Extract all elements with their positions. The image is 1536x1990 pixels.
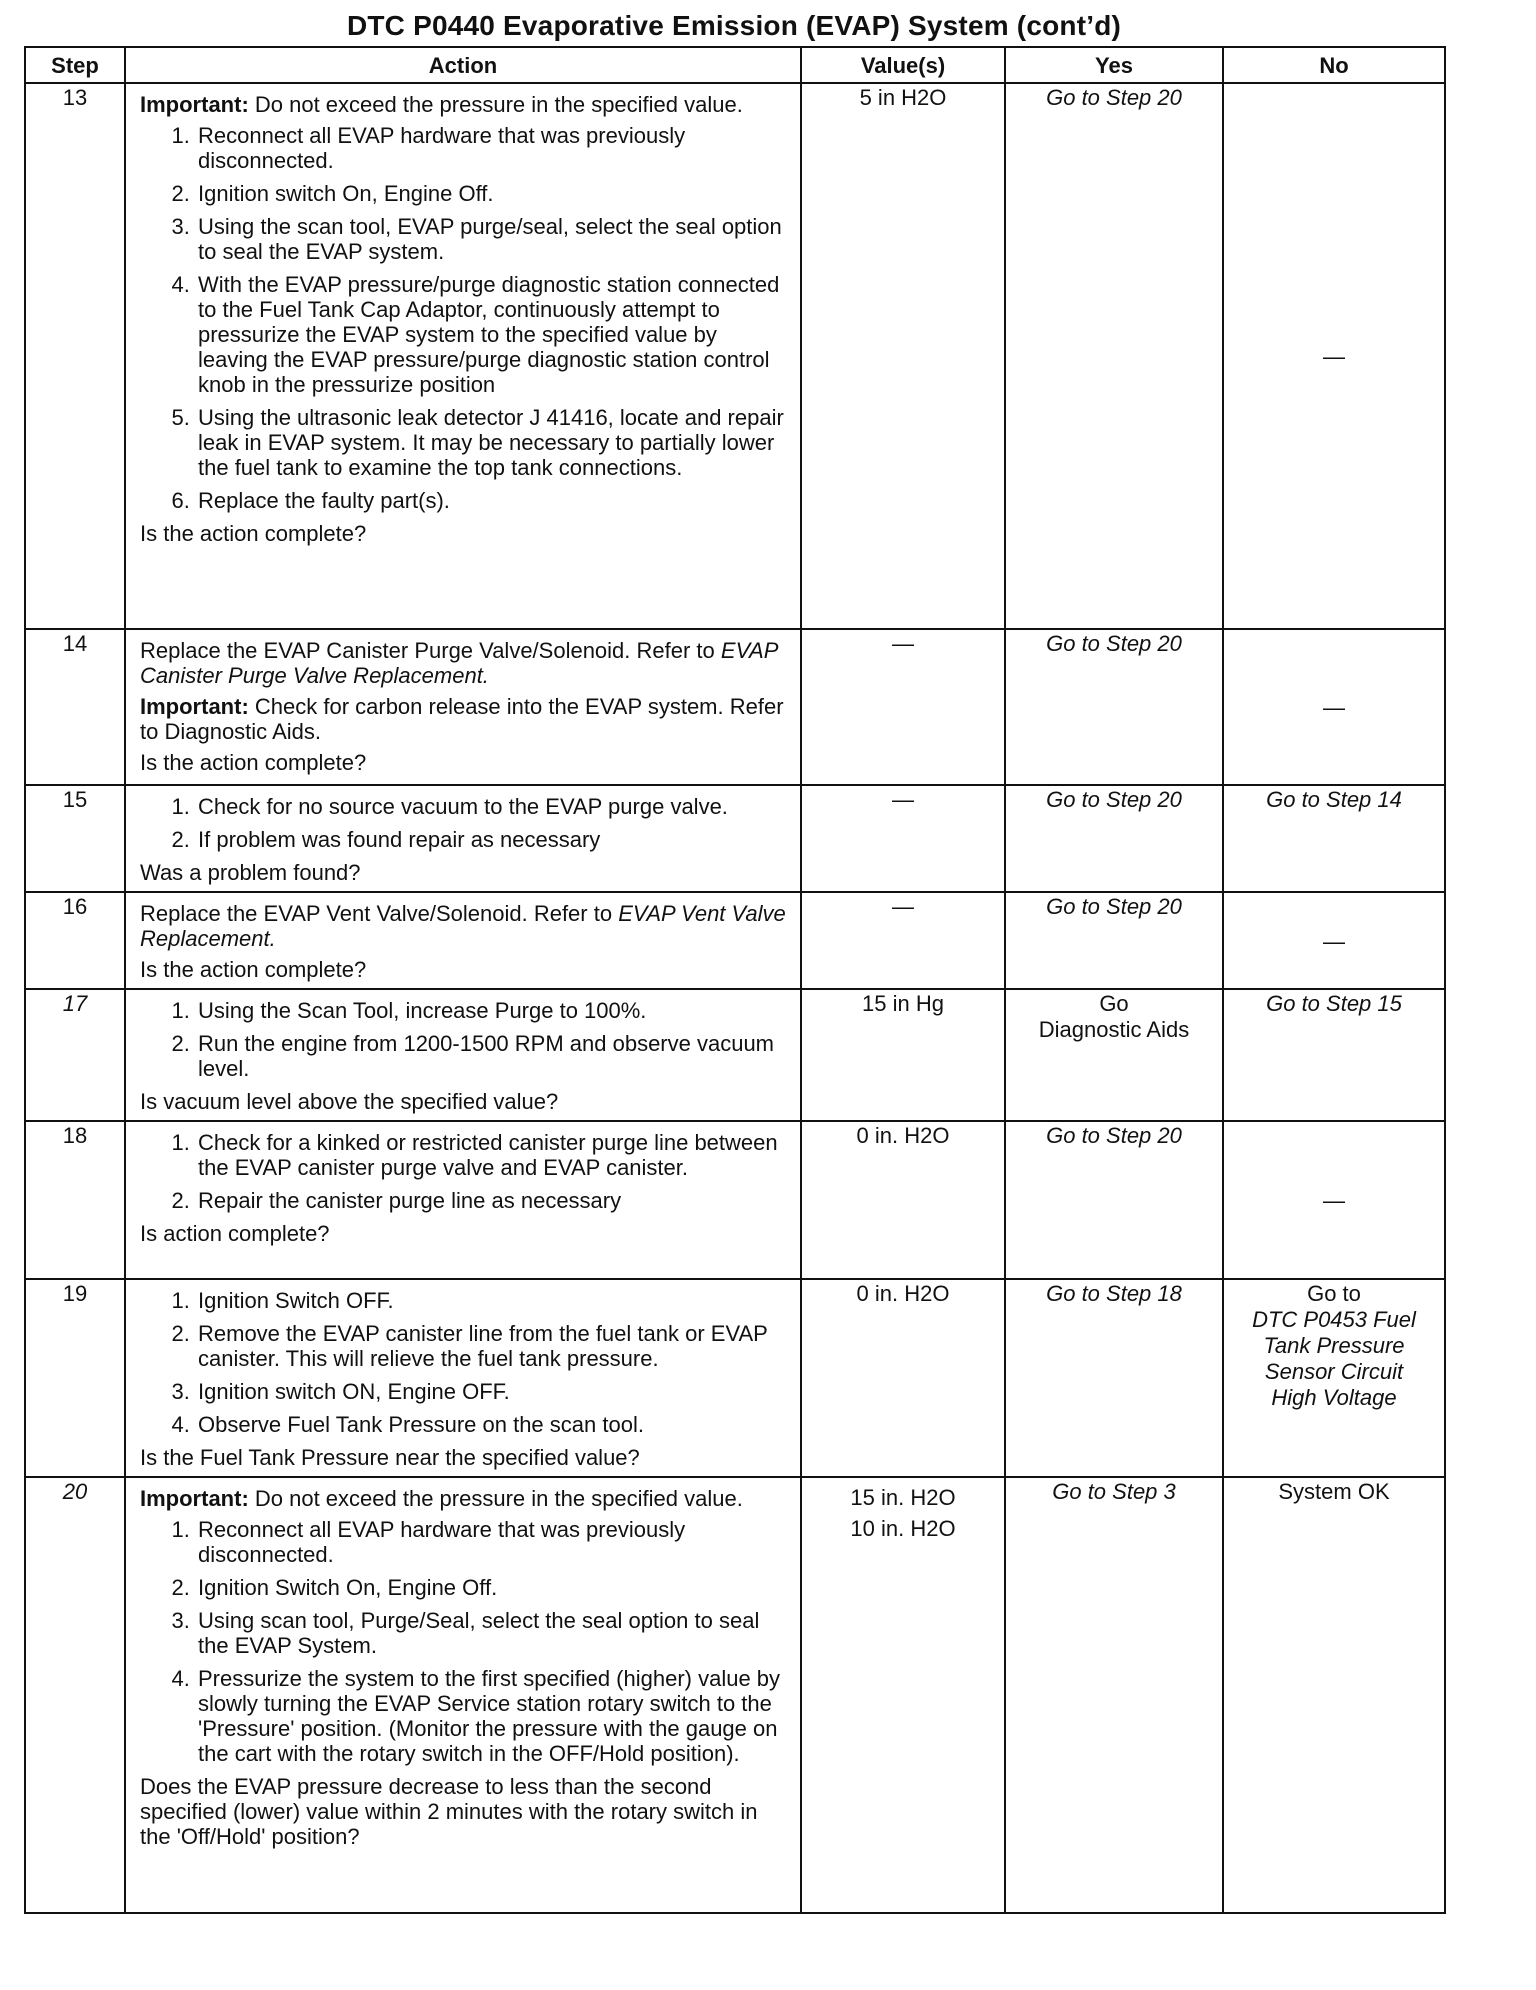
no-cell: Go to Step 14 bbox=[1223, 785, 1445, 892]
action-cell bbox=[125, 629, 801, 785]
list-item: 1. Reconnect all EVAP hardware that was previously disconnected. bbox=[196, 123, 790, 173]
list-item: 3. Ignition switch ON, Engine OFF. bbox=[196, 1379, 790, 1404]
important-note bbox=[140, 1486, 790, 1511]
yes-cell: Go to Step 20 bbox=[1005, 785, 1223, 892]
action-steps bbox=[140, 794, 790, 852]
action-cell bbox=[125, 892, 801, 989]
no-cell: — bbox=[1223, 1121, 1445, 1279]
important-text: Do not exceed the pressure in the specified value. bbox=[248, 1486, 743, 1511]
action-question: Does the EVAP pressure decrease to less than the second specified (lower) value within 2 minutes with the rotary switch in the 'Off/Hold' position? bbox=[140, 1774, 758, 1849]
important-label: Important: bbox=[140, 92, 249, 117]
important-text: Check for carbon release into the EVAP system. Refer to Diagnostic Aids. bbox=[140, 694, 784, 744]
list-item: 1. Check for no source vacuum to the EVAP purge valve. bbox=[196, 794, 790, 819]
action-question: Is action complete? bbox=[140, 1221, 330, 1246]
value-higher: 15 in. H2O bbox=[850, 1485, 956, 1510]
important-note bbox=[140, 92, 790, 117]
list-item: 2. Ignition Switch On, Engine Off. bbox=[196, 1575, 790, 1600]
table-row-step-18 bbox=[25, 1121, 1445, 1279]
step-number: 13 bbox=[25, 83, 125, 629]
action-steps bbox=[140, 1130, 790, 1213]
table-row-step-20 bbox=[25, 1477, 1445, 1913]
important-label: Important: bbox=[140, 694, 249, 719]
value-cell: 15 in Hg bbox=[801, 989, 1005, 1121]
important-note bbox=[140, 694, 790, 744]
list-item: 5. Using the ultrasonic leak detector J 41416, locate and repair leak in EVAP system. It may be necessary to partially lower the fuel tank to examine the top tank connections. bbox=[196, 405, 790, 480]
action-cell bbox=[125, 1121, 801, 1279]
action-steps bbox=[140, 123, 790, 513]
list-item: 1. Ignition Switch OFF. bbox=[196, 1288, 790, 1313]
value-cell: 5 in H2O bbox=[801, 83, 1005, 629]
action-cell bbox=[125, 1477, 801, 1913]
action-text bbox=[140, 901, 790, 951]
important-label: Important: bbox=[140, 1486, 249, 1511]
list-item: 3. Using the scan tool, EVAP purge/seal, select the seal option to seal the EVAP system. bbox=[196, 214, 790, 264]
step-number: 18 bbox=[25, 1121, 125, 1279]
list-item: 3. Using scan tool, Purge/Seal, select the seal option to seal the EVAP System. bbox=[196, 1608, 790, 1658]
value-cell: — bbox=[801, 785, 1005, 892]
step-number: 20 bbox=[25, 1477, 125, 1913]
value-cell bbox=[801, 1477, 1005, 1913]
action-cell bbox=[125, 785, 801, 892]
action-question: Is the action complete? bbox=[140, 521, 367, 546]
list-item: 4. With the EVAP pressure/purge diagnostic station connected to the Fuel Tank Cap Adaptor, continuously attempt to pressurize the EVAP system to the specified value by leaving the EVAP pressure/purge diagnostic station control knob in the pressurize position bbox=[196, 272, 790, 397]
value-lower: 10 in. H2O bbox=[850, 1516, 956, 1541]
action-text-main: Replace the EVAP Canister Purge Valve/Solenoid. Refer to bbox=[140, 638, 721, 663]
list-item: 1. Using the Scan Tool, increase Purge to 100%. bbox=[196, 998, 790, 1023]
table-row-step-19 bbox=[25, 1279, 1445, 1477]
no-line: Tank Pressure bbox=[1263, 1333, 1405, 1358]
step-number: 16 bbox=[25, 892, 125, 989]
action-question: Was a problem found? bbox=[140, 860, 361, 885]
action-text bbox=[140, 638, 790, 688]
no-line: Sensor Circuit bbox=[1264, 1359, 1404, 1384]
list-item: 1. Reconnect all EVAP hardware that was previously disconnected. bbox=[196, 1517, 790, 1567]
list-item: 6. Replace the faulty part(s). bbox=[196, 488, 790, 513]
table-row-step-13 bbox=[25, 83, 1445, 629]
no-line: High Voltage bbox=[1271, 1385, 1397, 1410]
action-steps bbox=[140, 1288, 790, 1437]
no-cell: Go to Step 15 bbox=[1223, 989, 1445, 1121]
table-row-step-17 bbox=[25, 989, 1445, 1121]
column-header-no: No bbox=[1223, 47, 1445, 83]
step-number: 19 bbox=[25, 1279, 125, 1477]
column-header-action: Action bbox=[125, 47, 801, 83]
list-item: 2. Repair the canister purge line as necessary bbox=[196, 1188, 790, 1213]
list-item: 2. Ignition switch On, Engine Off. bbox=[196, 181, 790, 206]
yes-line: Diagnostic Aids bbox=[1038, 1017, 1190, 1042]
list-item: 4. Pressurize the system to the first specified (higher) value by slowly turning the EVAP Service station rotary switch to the 'Pressure' position. (Monitor the pressure with the gauge on the cart with the rotary switch in the OFF/Hold position). bbox=[196, 1666, 790, 1766]
yes-cell: Go to Step 20 bbox=[1005, 83, 1223, 629]
action-cell bbox=[125, 1279, 801, 1477]
no-line: DTC P0453 Fuel bbox=[1252, 1307, 1416, 1332]
value-cell: 0 in. H2O bbox=[801, 1121, 1005, 1279]
action-question: Is the Fuel Tank Pressure near the specified value? bbox=[140, 1445, 640, 1470]
diagnostic-table bbox=[24, 46, 1446, 1914]
procedure-reference: EVAP Canister Purge Valve Replacement. bbox=[140, 638, 778, 688]
action-question: Is the action complete? bbox=[140, 750, 367, 775]
value-cell: 0 in. H2O bbox=[801, 1279, 1005, 1477]
table-row-step-14 bbox=[25, 629, 1445, 785]
value-cell: — bbox=[801, 892, 1005, 989]
list-item: 2. Remove the EVAP canister line from the fuel tank or EVAP canister. This will relieve the fuel tank pressure. bbox=[196, 1321, 790, 1371]
step-number: 15 bbox=[25, 785, 125, 892]
value-cell: — bbox=[801, 629, 1005, 785]
no-cell: — bbox=[1223, 892, 1445, 989]
action-question: Is the action complete? bbox=[140, 957, 367, 982]
step-number: 17 bbox=[25, 989, 125, 1121]
document-page bbox=[24, 8, 1444, 1914]
important-text: Do not exceed the pressure in the specified value. bbox=[248, 92, 743, 117]
yes-cell: Go to Step 3 bbox=[1005, 1477, 1223, 1913]
no-cell bbox=[1223, 1279, 1445, 1477]
column-header-yes: Yes bbox=[1005, 47, 1223, 83]
table-header-row bbox=[25, 47, 1445, 83]
column-header-step: Step bbox=[25, 47, 125, 83]
yes-cell: Go to Step 18 bbox=[1005, 1279, 1223, 1477]
list-item: 1. Check for a kinked or restricted canister purge line between the EVAP canister purge valve and EVAP canister. bbox=[196, 1130, 790, 1180]
yes-cell: Go to Step 20 bbox=[1005, 1121, 1223, 1279]
action-text-main: Replace the EVAP Vent Valve/Solenoid. Refer to bbox=[140, 901, 619, 926]
no-cell: — bbox=[1223, 629, 1445, 785]
no-cell: — bbox=[1223, 83, 1445, 629]
action-question: Is vacuum level above the specified value? bbox=[140, 1089, 559, 1114]
step-number: 14 bbox=[25, 629, 125, 785]
action-steps bbox=[140, 998, 790, 1081]
no-cell: System OK bbox=[1223, 1477, 1445, 1913]
column-header-values: Value(s) bbox=[801, 47, 1005, 83]
procedure-reference: EVAP Vent Valve Replacement. bbox=[140, 901, 786, 951]
list-item: 2. If problem was found repair as necessary bbox=[196, 827, 790, 852]
page-title: DTC P0440 Evaporative Emission (EVAP) System (cont’d) bbox=[346, 10, 1122, 41]
yes-cell: Go to Step 20 bbox=[1005, 892, 1223, 989]
yes-line: Go bbox=[1099, 991, 1129, 1016]
yes-cell bbox=[1005, 989, 1223, 1121]
list-item: 4. Observe Fuel Tank Pressure on the scan tool. bbox=[196, 1412, 790, 1437]
action-cell bbox=[125, 83, 801, 629]
table-row-step-16 bbox=[25, 892, 1445, 989]
action-steps bbox=[140, 1517, 790, 1766]
yes-cell: Go to Step 20 bbox=[1005, 629, 1223, 785]
no-line: Go to bbox=[1307, 1281, 1361, 1306]
table-row-step-15 bbox=[25, 785, 1445, 892]
action-cell bbox=[125, 989, 801, 1121]
list-item: 2. Run the engine from 1200-1500 RPM and observe vacuum level. bbox=[196, 1031, 790, 1081]
